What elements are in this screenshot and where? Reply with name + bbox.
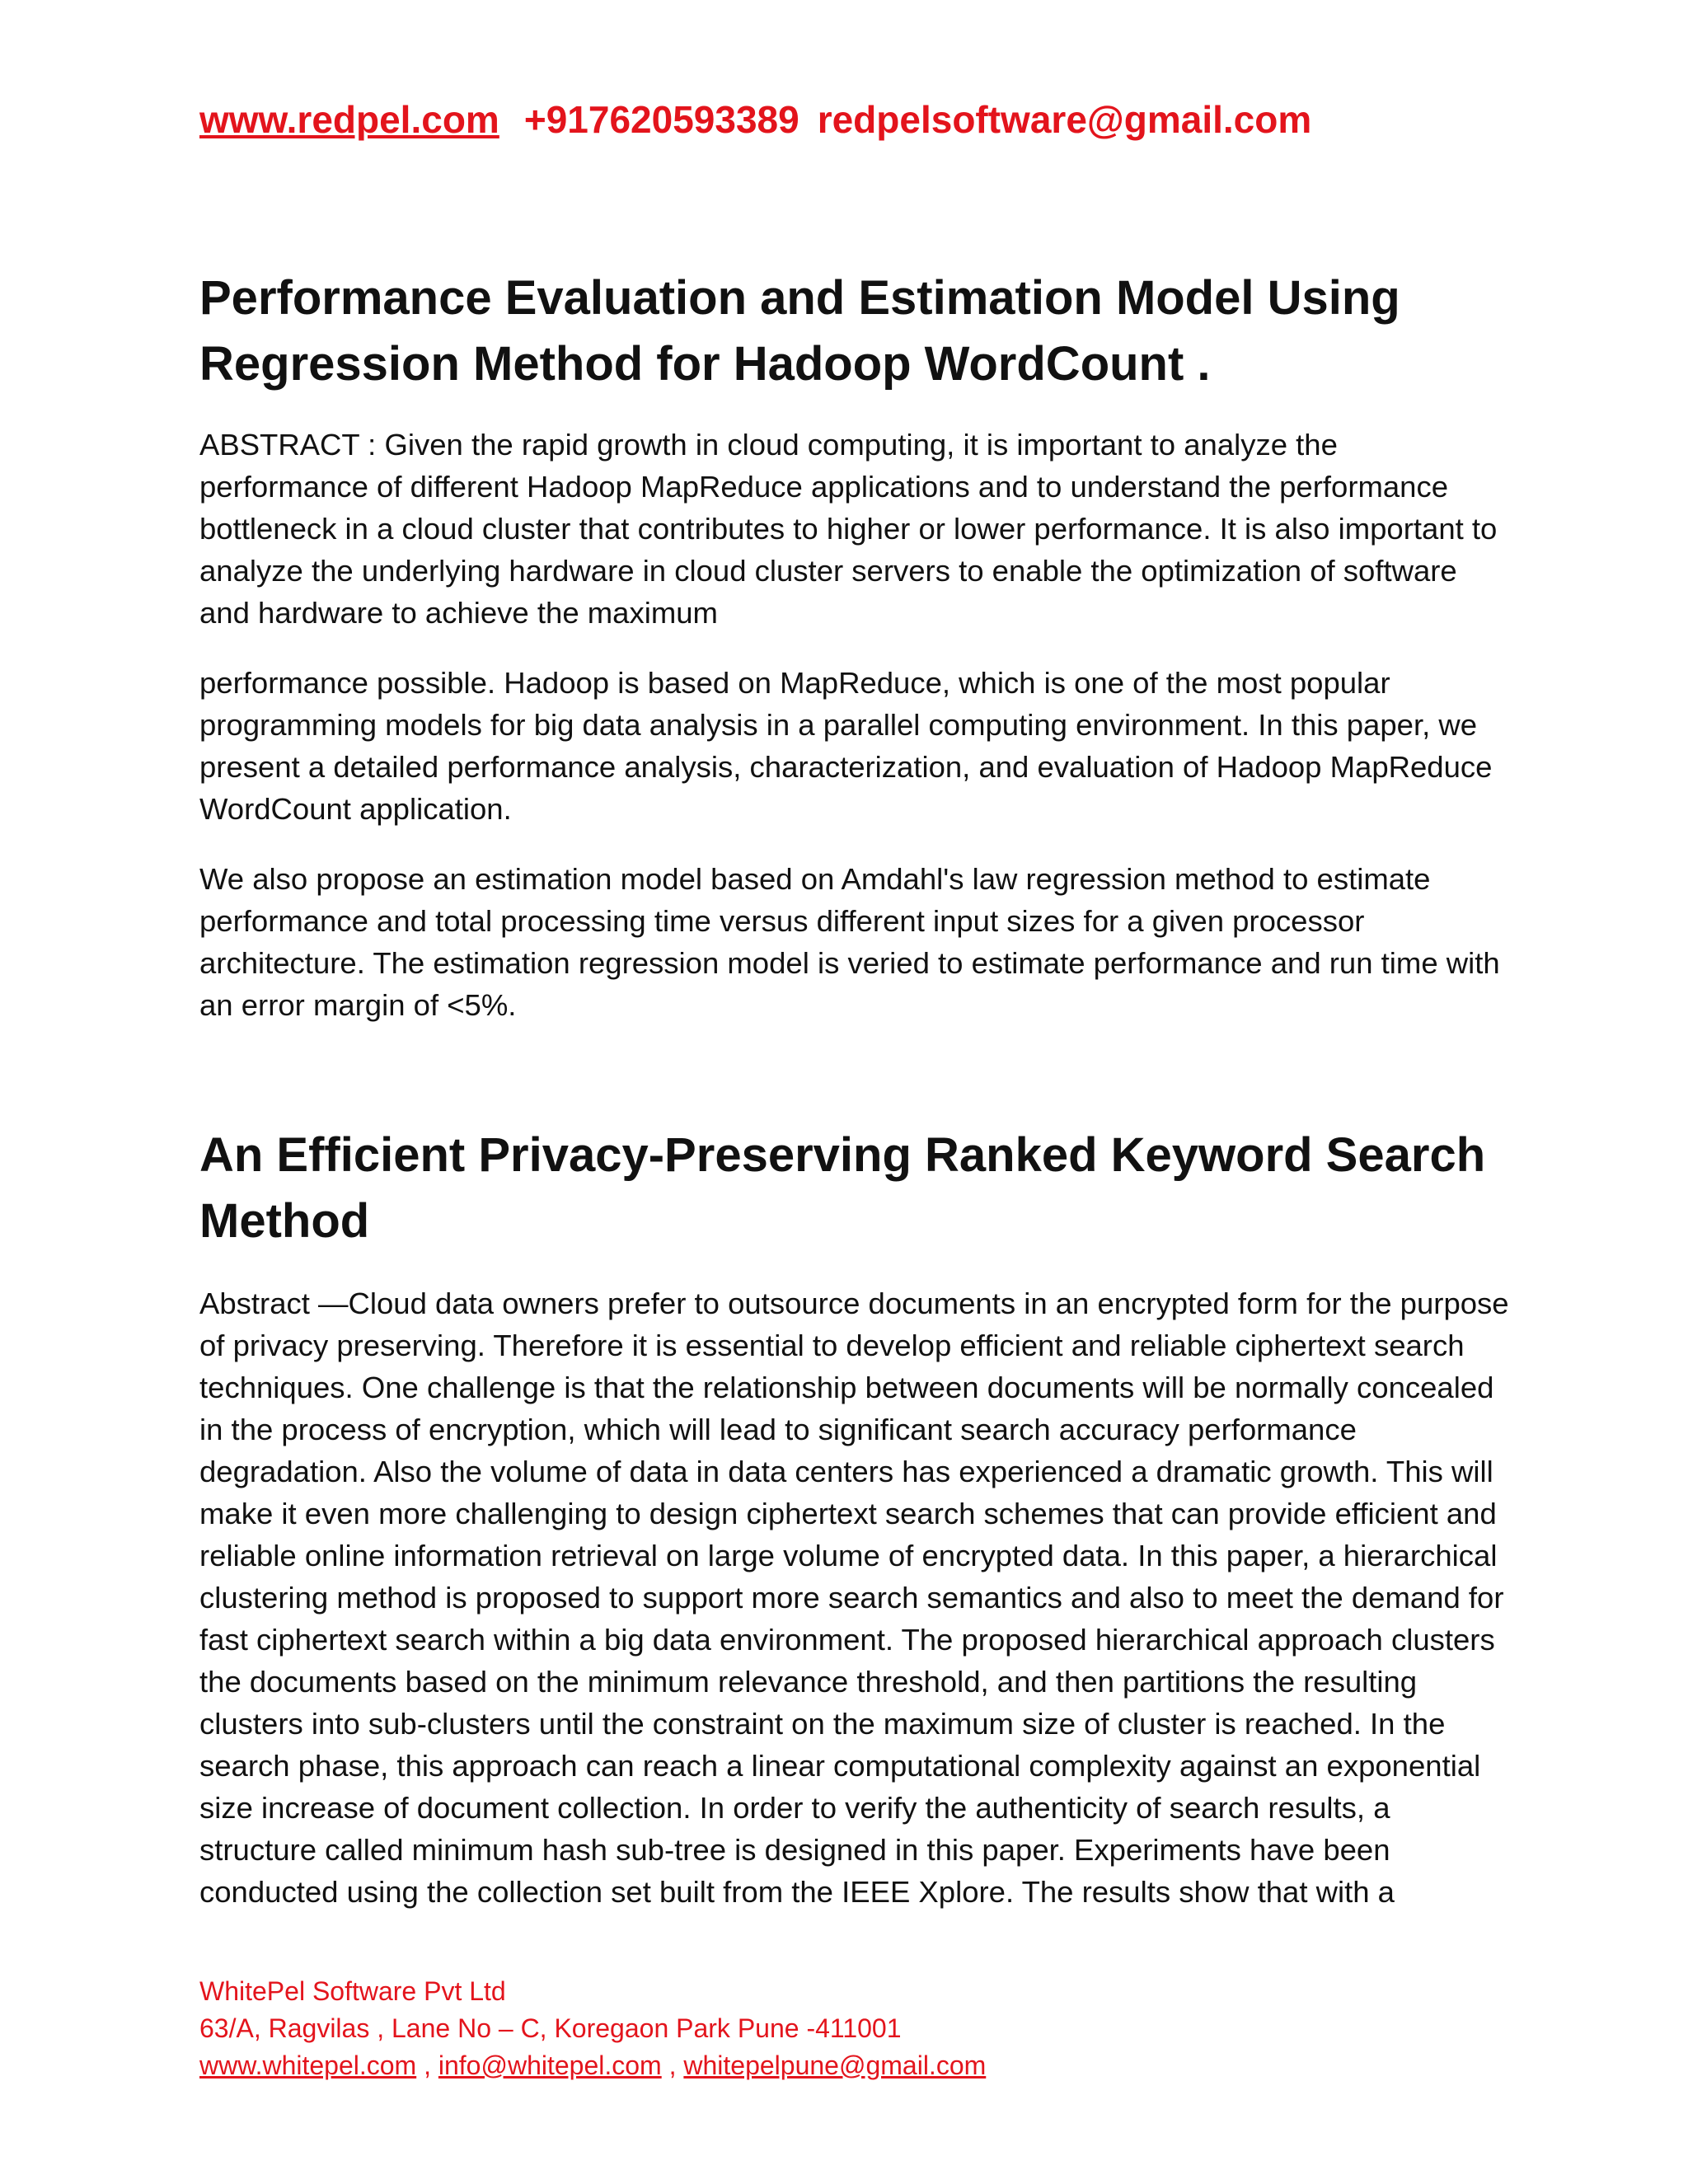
header-phone: +917620593389 xyxy=(523,98,799,141)
footer-separator: , xyxy=(661,2050,684,2080)
footer-address: 63/A, Ragvilas , Lane No – C, Koregaon Park Pune -411001 xyxy=(199,2013,902,2043)
contact-header xyxy=(199,97,1311,142)
footer-company-name: WhitePel Software Pvt Ltd xyxy=(199,1976,506,2006)
paper-1-abstract-paragraph-3: We also propose an estimation model based on Amdahl's law regression method to estimate performance and total processing time versus different input sizes for a given processor architecture. The estimation regression model is veried to estimate performance and run time with an error margin of <5%. xyxy=(199,862,1500,1022)
footer-email-info-link[interactable]: info@whitepel.com xyxy=(438,2050,662,2080)
footer-links xyxy=(199,2047,986,2084)
header-email: redpelsoftware@gmail.com xyxy=(817,98,1312,141)
paper-2-title: An Efficient Privacy-Preserving Ranked Keyword Search Method xyxy=(199,1128,1486,1248)
paper-1-abstract-paragraph-1: ABSTRACT : Given the rapid growth in cloud computing, it is important to analyze the performance of different Hadoop MapReduce applications and to understand the performance bottleneck in a cloud cluster that contributes to higher or lower performance. It is also important to analyze the underlying hardware in cloud cluster servers to enable the optimization of software and hardware to achieve the maximum xyxy=(199,428,1498,630)
company-footer xyxy=(199,1973,986,2084)
footer-separator: , xyxy=(416,2050,438,2080)
footer-website-link[interactable]: www.whitepel.com xyxy=(199,2050,417,2080)
header-website-link[interactable]: www.redpel.com xyxy=(199,98,499,141)
footer-email-pune-link[interactable]: whitepelpune@gmail.com xyxy=(683,2050,987,2080)
paper-1-title: Performance Evaluation and Estimation Model Using Regression Method for Hadoop WordCount . xyxy=(199,271,1400,391)
paper-1-abstract-paragraph-2: performance possible. Hadoop is based on MapReduce, which is one of the most popular programming models for big data analysis in a parallel computing environment. In this paper, we present a detailed performance analysis, characterization, and evaluation of Hadoop MapReduce WordCount application. xyxy=(199,666,1493,826)
paper-2-abstract-paragraph-1: Abstract —Cloud data owners prefer to outsource documents in an encrypted form for the purpose of privacy preserving. Therefore it is essential to develop efficient and reliable ciphertext search techniques. One challenge is that the relationship between documents will be normally concealed in the process of encryption, which will lead to significant search accuracy performance degradation. Also the volume of data in data centers has experienced a dramatic growth. This will make it even more challenging to design ciphertext search schemes that can provide efficient and reliable online information retrieval on large volume of encrypted data. In this paper, a hierarchical clustering method is proposed to support more search semantics and also to meet the demand for fast ciphertext search within a big data environment. The proposed hierarchical approach clusters the documents based on the minimum relevance threshold, and then partitions the resulting clusters into sub-clusters until the constraint on the maximum size of cluster is reached. In the search phase, this approach can reach a linear computational complexity against an exponential size increase of document collection. In order to verify the authenticity of search results, a structure called minimum hash sub-tree is designed in this paper. Experiments have been conducted using the collection set built from the IEEE Xplore. The results show that with a xyxy=(199,1286,1509,1909)
